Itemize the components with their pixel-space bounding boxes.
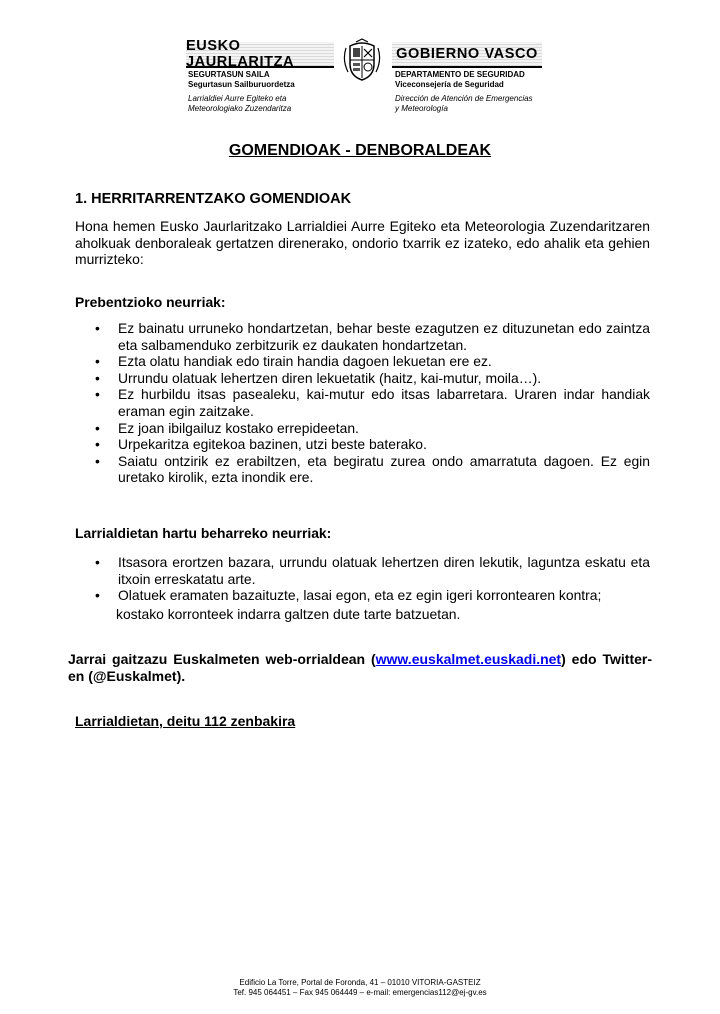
- list-item: • Urpekaritza egitekoa bazinen, utzi beste baterako.: [93, 436, 650, 453]
- follow-text-after: ) edo Twitter-en (@Euskalmet).: [68, 651, 653, 684]
- prevention-heading: Prebentzioko neurriak:: [75, 294, 226, 310]
- follow-paragraph: [68, 651, 652, 685]
- emergency-measures-heading: Larrialdietan hartu beharreko neurriak:: [75, 525, 332, 541]
- follow-text-before: Jarrai gaitzazu Euskalmeten web-orrialdean (: [68, 651, 376, 667]
- list-item: • Ez hurbildu itsas pasealeku, kai-mutur edo itsas labarretara. Uraren indar handiak eraman egin zaitzake.: [93, 386, 650, 419]
- prevention-list: [93, 320, 650, 486]
- list-continuation: kostako korronteek indarra galtzen dute tarte batzuetan.: [116, 606, 461, 622]
- right-subdepartment: Viceconsejería de Seguridad: [395, 80, 504, 89]
- footer-contact: Tef. 945 064451 – Fax 945 064449 – e-mail: emergencias112@ej-gv.es: [233, 988, 487, 997]
- left-directorate-2: Meteorologiako Zuzendaritza: [188, 104, 292, 113]
- left-subdepartment: Segurtasun Sailburuordetza: [188, 80, 295, 89]
- right-department: DEPARTAMENTO DE SEGURIDAD: [395, 70, 525, 79]
- footer: [0, 978, 720, 998]
- coat-of-arms-icon: [340, 38, 384, 82]
- footer-address: Edificio La Torre, Portal de Foronda, 41 – 01010 VITORIA-GASTEIZ: [239, 978, 481, 987]
- section-heading: 1. HERRITARRENTZAKO GOMENDIOAK: [75, 191, 352, 207]
- list-item: • Ezta olatu handiak edo tirain handia dagoen lekuetan ere ez.: [93, 353, 650, 370]
- list-item: • Ez joan ibilgailuz kostako errepideetan.: [93, 420, 650, 437]
- euskalmet-link[interactable]: www.euskalmet.euskadi.net: [375, 651, 562, 667]
- left-department: SEGURTASUN SAILA: [188, 70, 270, 79]
- left-directorate-1: Larrialdiei Aurre Egiteko eta: [188, 94, 287, 103]
- header-left-bar: EUSKO JAURLARITZA: [186, 42, 334, 68]
- list-item: • Urrundu olatuak lehertzen diren lekuetatik (haitz, kai-mutur, moila…).: [93, 370, 650, 387]
- emergency-measures-list: [93, 554, 650, 604]
- header-left-info: [188, 70, 338, 114]
- intro-paragraph: Hona hemen Eusko Jaurlaritzako Larrialdiei Aurre Egiteko eta Meteorologia Zuzendaritzaren aholkuak denboraleak gertatzen direnerako, ondorio txarrik ez izateko, edo ahalik eta gehien murrizteko:: [75, 218, 650, 268]
- emergency-call-note: Larrialdietan, deitu 112 zenbakira: [75, 713, 296, 729]
- document-title: GOMENDIOAK - DENBORALDEAK: [228, 142, 492, 159]
- list-item: • Ez bainatu urruneko hondartzetan, behar beste ezagutzen ez dituzunetan edo zaintza eta salbamenduko zerbitzurik ez daukaten hondartzetan.: [93, 320, 650, 353]
- right-directorate-1: Dirección de Atención de Emergencias: [395, 94, 533, 103]
- right-directorate-2: y Meteorología: [395, 104, 448, 113]
- list-item: • Olatuek eramaten bazaituzte, lasai egon, eta ez egin igeri korrontearen kontra;: [93, 587, 650, 604]
- header-right-info: [395, 70, 560, 114]
- list-item: • Itsasora erortzen bazara, urrundu olatuak lehertzen diren lekutik, laguntza eskatu eta itxoin erreskatatu arte.: [93, 554, 650, 587]
- list-item: • Saiatu ontzirik ez erabiltzen, eta begiratu zurea ondo amarratuta dagoen. Ez egin uretako kirolik, ezta inondik ere.: [93, 453, 650, 486]
- header-right-bar: GOBIERNO VASCO: [392, 42, 542, 68]
